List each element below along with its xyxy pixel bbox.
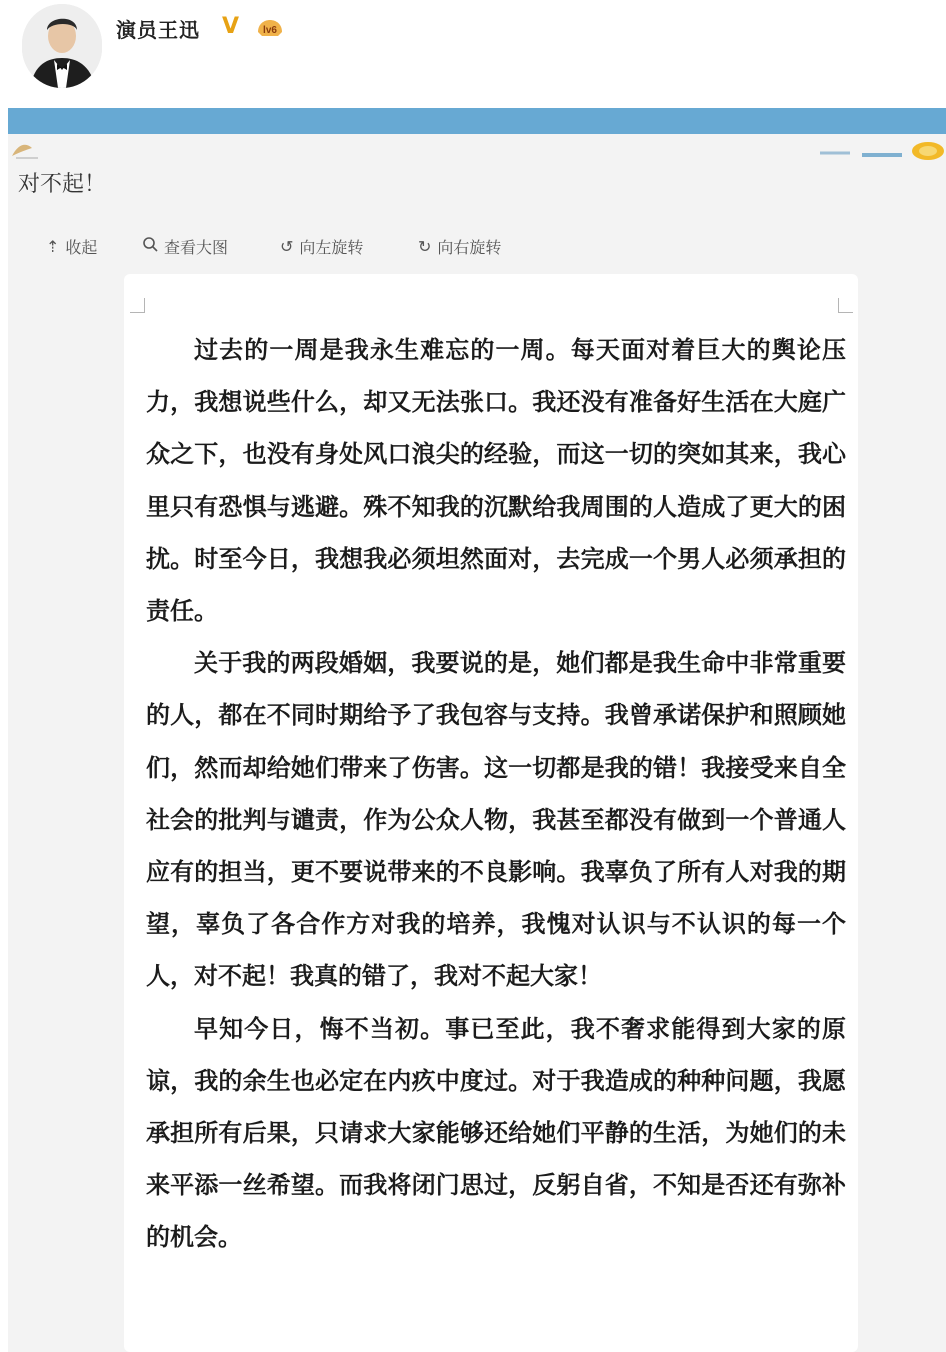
statement-text: [146, 324, 846, 1264]
rotate-left-label: 向左旋转: [299, 237, 364, 257]
rotate-right-icon: ↻: [418, 236, 432, 256]
statement-paragraph: 过去的一周是我永生难忘的一周。每天面对着巨大的舆论压力，我想说些什么，却又无法张口。我还没有准备好生活在大庭广众之下，也没有身处风口浪尖的经验，而这一切的突如其来，我心里只有恐惧与逃避。殊不知我的沉默给我周围的人造成了更大的困扰。时至今日，我想我必须坦然面对，去完成一个男人必须承担的责任。: [146, 336, 846, 626]
header-accent-bar: [8, 108, 946, 134]
svg-text:lv6: lv6: [263, 25, 277, 36]
rotate-right-button[interactable]: [418, 232, 501, 260]
decoration-banner-icon: [810, 137, 946, 163]
arrow-up-icon: ⇡: [46, 236, 60, 256]
collapse-label: 收起: [65, 237, 98, 257]
username[interactable]: 演员王迅: [116, 18, 200, 42]
statement-paragraph: 早知今日，悔不当初。事已至此，我不奢求能得到大家的原谅，我的余生也必定在内疚中度过。对于我造成的种种问题，我愿承担所有后果，只请求大家能够还给她们平静的生活，为她们的未来平添一丝希望。而我将闭门思过，反躬自省，不知是否还有弥补的机会。: [146, 1014, 846, 1252]
decoration-leaf-icon: [10, 138, 40, 160]
post-text: 对不起！: [18, 172, 107, 197]
post-header: [0, 0, 946, 108]
verified-badge-icon: V: [222, 14, 240, 39]
rotate-left-button[interactable]: [280, 232, 363, 260]
image-toolbar: [40, 232, 640, 260]
statement-paragraph: 关于我的两段婚姻，我要说的是，她们都是我生命中非常重要的人，都在不同时期给予了我包容与支持。我曾承诺保护和照顾她们，然而却给她们带来了伤害。这一切都是我的错！我接受来自全社会的批判与谴责，作为公众人物，我甚至都没有做到一个普通人应有的担当，更不要说带来的不良影响。我辜负了所有人对我的期望，辜负了各合作方对我的培养，我愧对认识与不认识的每一个人，对不起！我真的错了，我对不起大家！: [146, 649, 846, 991]
rotate-left-icon: ↺: [280, 236, 294, 256]
crop-corner-mark: [838, 298, 853, 313]
view-large-label: 查看大图: [164, 237, 229, 257]
collapse-button[interactable]: [46, 232, 97, 260]
level-badge-icon: [256, 18, 284, 38]
search-icon: [142, 236, 158, 256]
crop-corner-mark: [130, 298, 145, 313]
view-large-button[interactable]: [142, 232, 228, 260]
avatar[interactable]: [22, 4, 102, 88]
rotate-right-label: 向右旋转: [437, 237, 502, 257]
